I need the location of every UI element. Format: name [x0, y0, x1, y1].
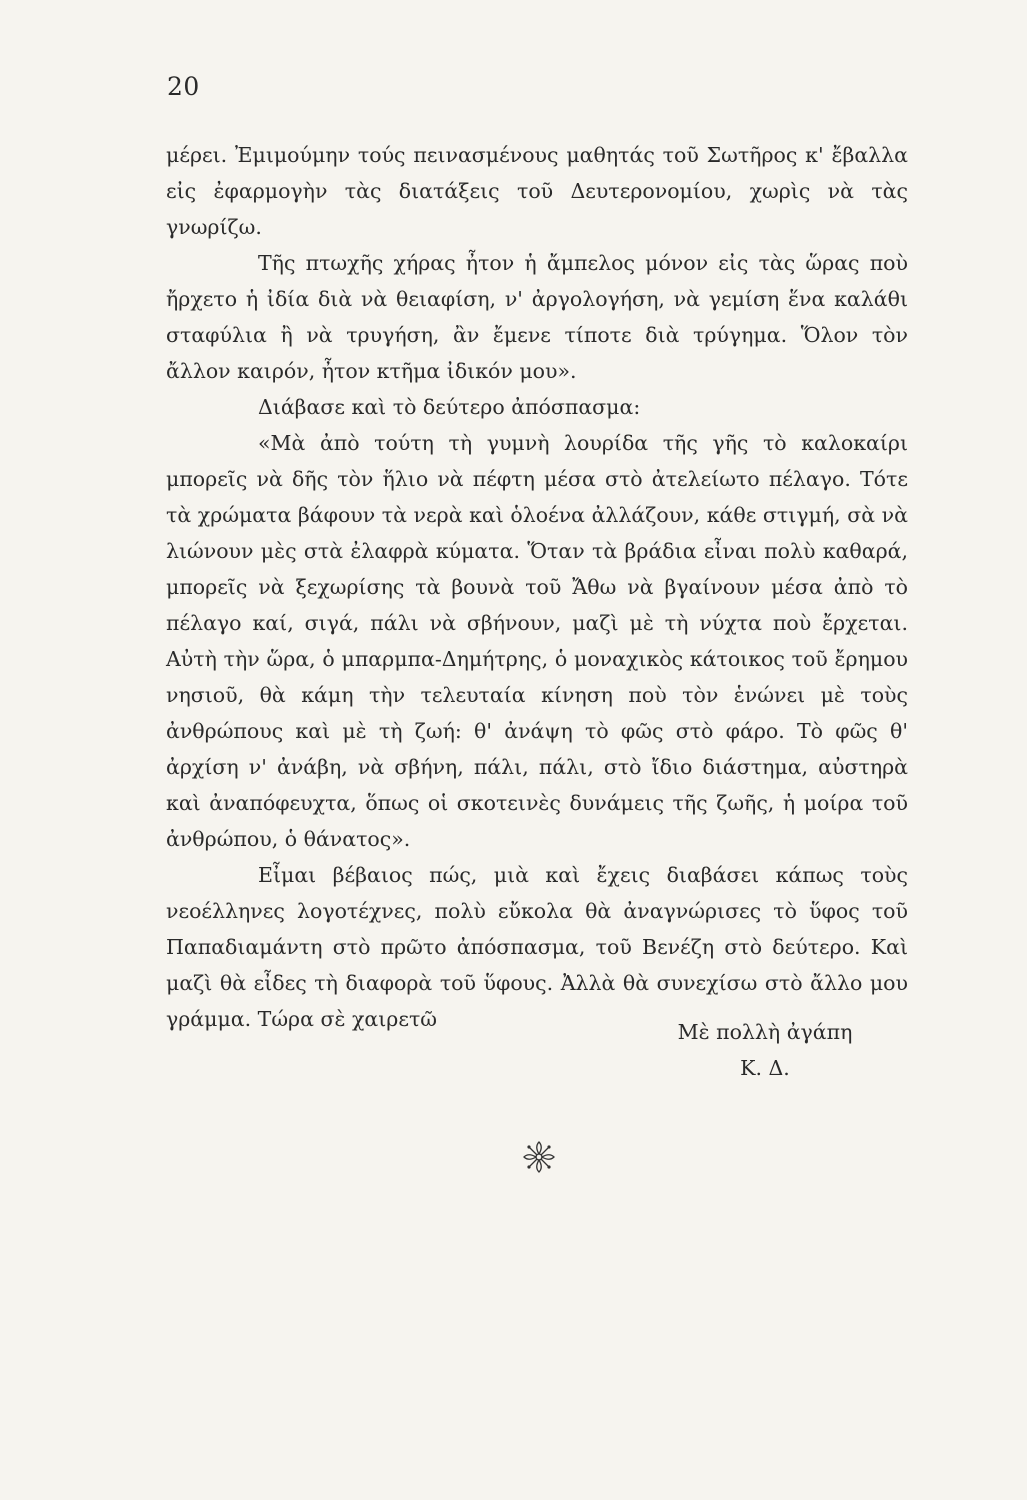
- paragraph: Τῆς πτωχῆς χήρας ἦτον ἡ ἄμπελος μόνον εἰς τὰς ὥρας ποὺ ἤρχετο ἡ ἰδία διὰ νὰ θειαφίση, ν' ἀργολογήση, νὰ γεμίση ἕνα καλάθι σταφύλια ἢ νὰ τρυγήση, ἂν ἔμενε τίποτε διὰ τρύγημα. Ὅλον τὸν ἄλλον καιρόν, ἦτον κτῆμα ἰδικόν μου».: [166, 251, 908, 383]
- floral-ornament-icon: [522, 1140, 556, 1174]
- signature-block: [660, 1014, 870, 1086]
- quotation-paragraph: «Μὰ ἀπὸ τούτη τὴ γυμνὴ λουρίδα τῆς γῆς τὸ καλοκαίρι μπορεῖς νὰ δῆς τὸν ἥλιο νὰ πέφτη μέσα στὸ ἀτελείωτο πέλαγο. Τότε τὰ χρώματα βάφουν τὰ νερὰ καὶ ὁλοένα ἀλλάζουν, κάθε στιγμή, σὰ νὰ λιώνουν μὲς στὰ ἐλαφρὰ κύματα. Ὅταν τὰ βράδια εἶναι πολὺ καθαρά, μπορεῖς νὰ ξεχωρίσης τὰ βουνὰ τοῦ Ἄθω νὰ βγαίνουν μέσα ἀπὸ τὸ πέλαγο καί, σιγά, πάλι νὰ σβήνουν, μαζὶ μὲ τὴ νύχτα ποὺ ἔρχεται. Αὐτὴ τὴν ὥρα, ὁ μπαρμπα-Δημήτρης, ὁ μοναχικὸς κάτοικος τοῦ ἔρημου νησιοῦ, θὰ κάμη τὴν τελευταία κίνηση ποὺ τὸν ἑνώνει μὲ τοὺς ἀνθρώπους καὶ μὲ τὴ ζωή: θ' ἀνάψη τὸ φῶς στὸ φάρο. Τὸ φῶς θ' ἀρχίση ν' ἀνάβη, νὰ σβήνη, πάλι, πάλι, στὸ ἴδιο διάστημα, αὐστηρὰ καὶ ἀναπόφευχτα, ὅπως οἱ σκοτεινὲς δυνάμεις τῆς ζωῆς, ἡ μοίρα τοῦ ἀνθρώπου, ὁ θάνατος».: [166, 431, 908, 851]
- paragraph: μέρει. Ἐμιμούμην τούς πεινασμένους μαθητάς τοῦ Σωτῆρος κ' ἔβαλλα εἰς ἐφαρμογὴν τὰς διατάξεις τοῦ Δευτερονομίου, χωρὶς νὰ τὰς γνωρίζω.: [166, 143, 908, 239]
- paragraph: Διάβασε καὶ τὸ δεύτερο ἀπόσπασμα:: [258, 395, 641, 419]
- closing-line: Μὲ πολλὴ ἀγάπη: [677, 1020, 853, 1044]
- paragraph: Εἶμαι βέβαιος πώς, μιὰ καὶ ἔχεις διαβάσει κάπως τοὺς νεοέλληνες λογοτέχνες, πολὺ εὔκολα θὰ ἀναγνώρισες τὸ ὕφος τοῦ Παπαδιαμάντη στὸ πρῶτο ἀπόσπασμα, τοῦ Βενέζη στὸ δεύτερο. Καὶ μαζὶ θὰ εἶδες τὴ διαφορὰ τοῦ ὕφους. Ἀλλὰ θὰ συνεχίσω στὸ ἄλλο μου γράμμα. Τώρα σὲ χαιρετῶ: [166, 863, 908, 1031]
- signature-initials: Κ. Δ.: [740, 1056, 790, 1080]
- page-number: 20: [167, 72, 200, 101]
- letter-body: [166, 137, 908, 1037]
